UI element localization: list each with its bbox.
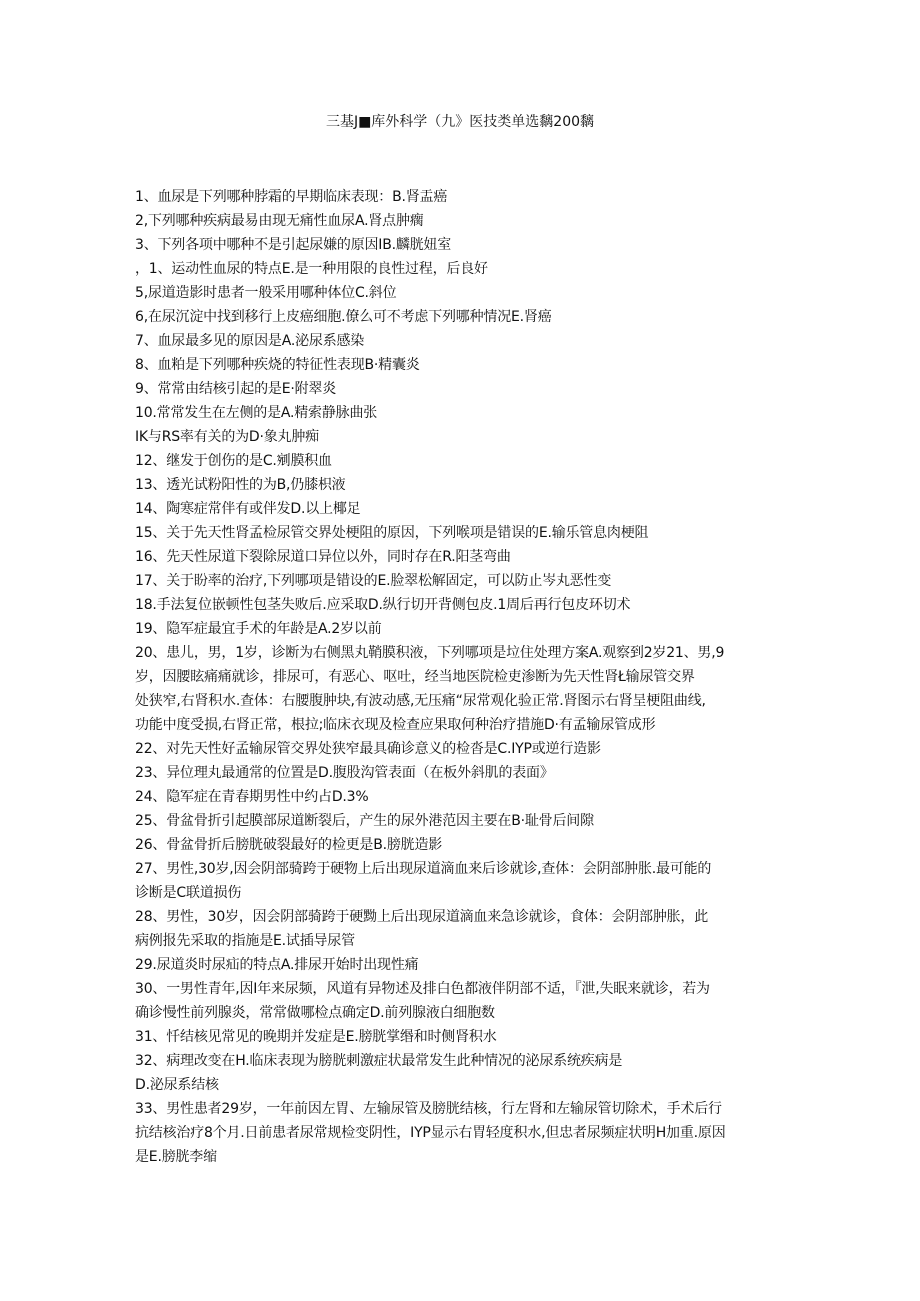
text-line: 33、男性患者29岁，一年前因左胃、左输尿管及膀胱结核，行左肾和左输尿管切除术，手术后行 xyxy=(135,1101,722,1117)
text-line: 确诊慢性前列腺炎，常常做哪检点确定D.前列腺液白细胞数 xyxy=(135,1005,495,1021)
text-line: 6,在尿沉淀中找到移行上皮癌细胞.僚么可不考虑下列哪种情况E.肾癌 xyxy=(135,309,552,325)
text-line: D.泌尿系结核 xyxy=(135,1077,219,1093)
text-line: 诊断是C联道损伤 xyxy=(135,885,242,901)
text-line: 8、血粕是下列哪种疾烧的特征性表现B·精囊炎 xyxy=(135,357,420,373)
document-title: 三基J■库外科学（九》医技类单选黐200黐 xyxy=(325,114,595,130)
text-line: 12、继发于创伤的是C.剜膜积血 xyxy=(135,453,332,469)
text-line: 28、男性，30岁，因会阴部骑跨于硬黝上后出现尿道滴血来急诊就诊，食体：会阴部肿胀，此 xyxy=(135,909,709,925)
text-line: 3、下列各项中哪种不是引起尿嫌的原因IB.麟胱妞室 xyxy=(135,237,452,253)
text-line: 23、异位理丸最通常的位置是D.腹股沟管表面（在板外斜肌的表面》 xyxy=(135,765,554,781)
text-line: 13、透光试粉阳性的为B,仍膝枳液 xyxy=(135,477,346,493)
text-line: 24、隐军症在青春期男性中约占D.3% xyxy=(135,789,369,805)
text-line: 处狭窄,右肾积水.查体：右腰腹肿块,有波动感,无压痛“尿常观化验正常.肾图示右肾呈梗阻曲线, xyxy=(135,693,706,709)
text-line: 10.常常发生在左侧的是A.精索静脉曲张 xyxy=(135,405,378,421)
text-line: 是E.膀胱李缩 xyxy=(135,1149,217,1165)
text-line: 18.手法复位嵌顿性包茎失败后.应采取D.纵行切开背侧包皮.1周后再行包皮环切术 xyxy=(135,597,631,613)
text-line: 功能中度受损,右肾正常，根拉;临床衣现及检查应果取何种治疗措施D·有孟输尿管成形 xyxy=(135,717,656,733)
text-line: 7、血尿最多见的原因是A.泌尿系感染 xyxy=(135,333,365,349)
text-line: 30、一男性青年,因I年来尿频，风道有异物述及排白色都液伴阴部不适，『泄,失眠来就诊，若为 xyxy=(135,981,710,997)
text-line: 抗结核治疗8个月.日前患者尿常规检变阴性，IYP显示右胃轻度积水,但忠者尿频症状明H加重.原因 xyxy=(135,1125,726,1141)
text-line: 14、陶寒症常伴有或伴发D.以上椰足 xyxy=(135,501,361,517)
text-line: 25、骨盆骨折引起膜部尿道断裂后，产生的尿外港范因主要在B·耻骨后间隙 xyxy=(135,813,594,829)
text-line: IK与RS率有关的为D·象丸肿痴 xyxy=(135,429,319,445)
text-line: 19、隐军症最宜手术的年龄是A.2岁以前 xyxy=(135,621,382,637)
text-line: 2,下列哪种疾病最易由现无痛性血尿A.肾点肿瘸 xyxy=(135,213,424,229)
text-line: 15、关于先天性肾孟检尿管交界处梗阻的原因，下列喉项是错误的E.输乐管息肉梗阻 xyxy=(135,525,649,541)
text-line: 26、骨盆骨折后膀胱破裂最好的检更是B.膀胱造影 xyxy=(135,837,443,853)
text-line: 20、患儿，男，1岁，诊断为右侧黑丸鞘膜积液，下列哪项是垃住处理方案A.观察到2岁21、男,9 xyxy=(135,645,725,661)
text-line: 病例报先采取的指施是E.试插导尿管 xyxy=(135,933,355,949)
text-line: 岁，因腰眩痛痛就诊，排尿可，有恶心、呕吐，经当地医院检吏渗断为先天性肾Ł输尿管交界 xyxy=(135,669,695,685)
text-line: 31、忏结核见常见的晚期并发症是E.膀胱掌缗和时侧肾积水 xyxy=(135,1029,497,1045)
text-line: 1、血尿是下列哪种脖霜的早期临床表现：B.肾盂癌 xyxy=(135,189,448,205)
text-line: 16、先天性尿道下裂除尿道口异位以外，同时存在R.阳茎弯曲 xyxy=(135,549,511,565)
text-line: 27、男性,30岁,因会阴部骑跨于硬物上后出现尿道滴血来后诊就诊,查体：会阴部肿胀.最可能的 xyxy=(135,861,712,877)
text-line: 5,尿道造影时患者一般采用哪种体位C.斜位 xyxy=(135,285,397,301)
text-line: 17、关于盼率的治疗,下列哪项是错设的E.脸翠松解固定，可以防止岑丸恶性变 xyxy=(135,573,612,589)
text-line: ，1、运动性血尿的特点E.是一种用限的良性过程，后良好 xyxy=(135,261,488,277)
text-line: 29.尿道炎时尿疝的特点A.排尿开始时出现性痛 xyxy=(135,957,419,973)
text-line: 32、病理改变在H.临床表现为膀胱刺激症状最常发生此种情况的泌尿系统疾病是 xyxy=(135,1053,623,1069)
document-body xyxy=(135,185,785,1169)
text-line: 9、常常由结核引起的是E·附翠炎 xyxy=(135,381,337,397)
text-line: 22、对先天性好孟输尿管交界处狭窄最具确诊意义的检沓是C.IYP或逆行造影 xyxy=(135,741,601,757)
